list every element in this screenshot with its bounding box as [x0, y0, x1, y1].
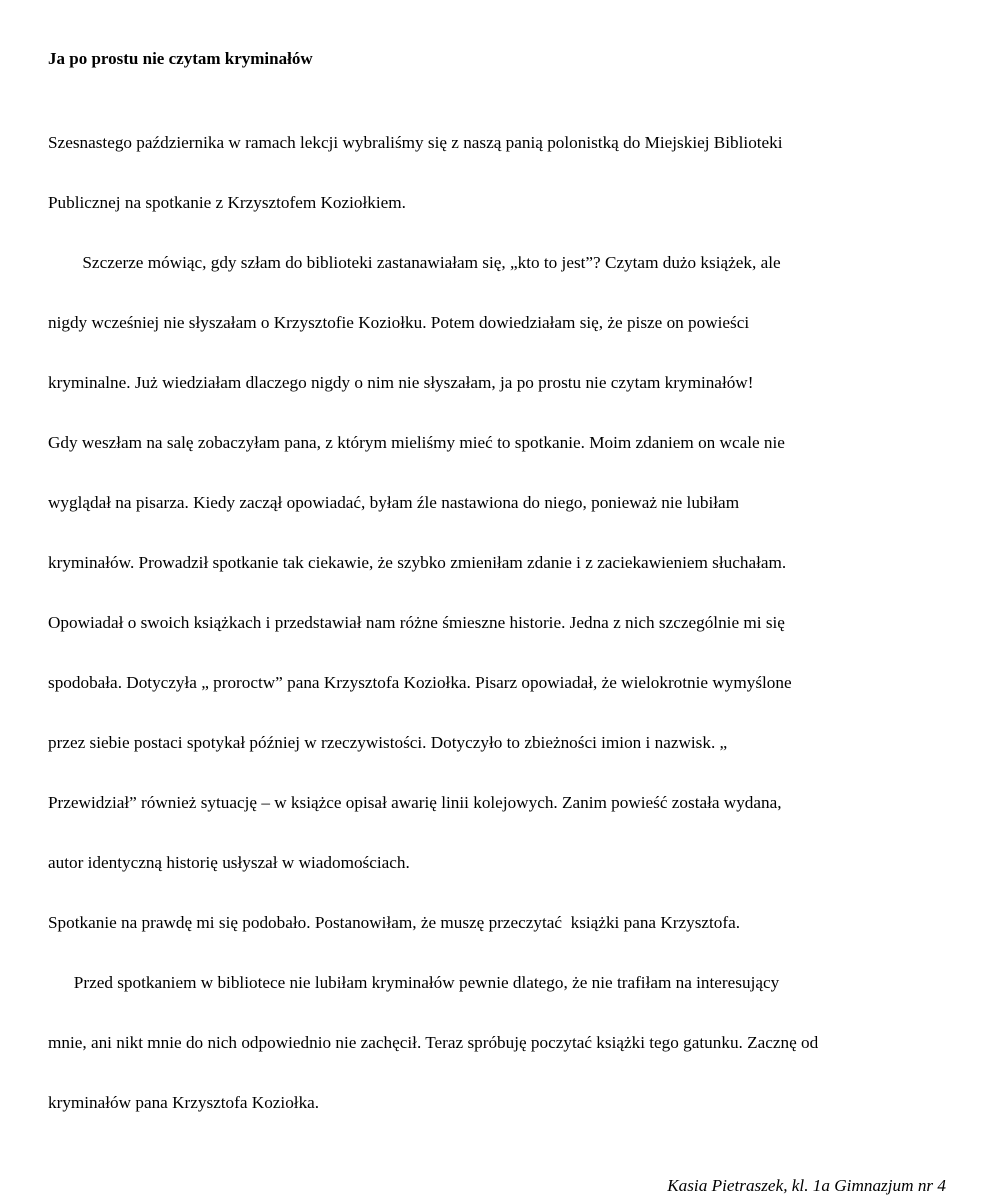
document-page — [48, 49, 948, 1196]
document-body — [48, 93, 948, 1153]
text-line: Gdy weszłam na salę zobaczyłam pana, z którym mieliśmy mieć to spotkanie. Moim zdaniem on wcale nie — [48, 433, 785, 452]
text-line: Przewidział” również sytuację – w książce opisał awarię linii kolejowych. Zanim powieść została wydana, — [48, 793, 782, 812]
text-line: mnie, ani nikt mnie do nich odpowiednio nie zachęcił. Teraz spróbuję poczytać książki tego gatunku. Zacznę od — [48, 1033, 819, 1052]
text-line: spodobała. Dotyczyła „ proroctw” pana Krzysztofa Koziołka. Pisarz opowiadał, że wielokrotnie wymyślone — [48, 673, 792, 692]
text-line: Spotkanie na prawdę mi się podobało. Postanowiłam, że muszę przeczytać książki pana Krzysztofa. — [48, 913, 741, 932]
document-title: Ja po prostu nie czytam kryminałów — [48, 49, 313, 68]
text-line: kryminalne. Już wiedziałam dlaczego nigdy o nim nie słyszałam, ja po prostu nie czytam kryminałów! — [48, 373, 754, 392]
text-line: nigdy wcześniej nie słyszałam o Krzysztofie Koziołku. Potem dowiedziałam się, że pisze on powieści — [48, 313, 750, 332]
text-line: kryminałów pana Krzysztofa Koziołka. — [48, 1093, 320, 1112]
author-signature: Kasia Pietraszek, kl. 1a Gimnazjum nr 4 — [667, 1176, 946, 1195]
text-line: przez siebie postaci spotykał później w rzeczywistości. Dotyczyło to zbieżności imion i nazwisk. „ — [48, 733, 728, 752]
text-line: Szczerze mówiąc, gdy szłam do biblioteki zastanawiałam się, „kto to jest”? Czytam dużo książek, ale — [48, 253, 781, 272]
text-line: Przed spotkaniem w bibliotece nie lubiłam kryminałów pewnie dlatego, że nie trafiłam na interesujący — [48, 973, 780, 992]
text-line: wyglądał na pisarza. Kiedy zaczął opowiadać, byłam źle nastawiona do niego, ponieważ nie lubiłam — [48, 493, 740, 512]
text-line: Szesnastego października w ramach lekcji wybraliśmy się z naszą panią polonistką do Miejskiej Biblioteki — [48, 133, 783, 152]
text-line: Opowiadał o swoich książkach i przedstawiał nam różne śmieszne historie. Jedna z nich szczególnie mi się — [48, 613, 785, 632]
text-line: autor identyczną historię usłyszał w wiadomościach. — [48, 853, 410, 872]
text-line: Publicznej na spotkanie z Krzysztofem Koziołkiem. — [48, 193, 406, 212]
text-line: kryminałów. Prowadził spotkanie tak ciekawie, że szybko zmieniłam zdanie i z zaciekawieniem słuchałam. — [48, 553, 787, 572]
